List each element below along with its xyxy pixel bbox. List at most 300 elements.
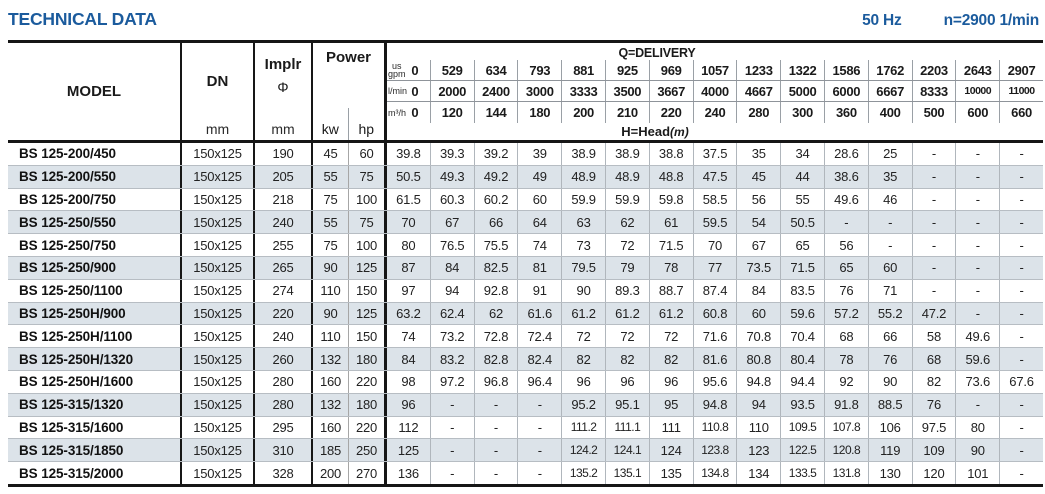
head-value-cell: 68 bbox=[913, 348, 957, 370]
head-value-cell: 82 bbox=[606, 348, 650, 370]
delivery-header-cell bbox=[1000, 60, 1043, 80]
hp-cell-value: 100 bbox=[349, 234, 387, 256]
head-value-cell: 50.5 bbox=[387, 166, 431, 188]
head-value-cell: 90 bbox=[869, 371, 913, 393]
impeller-cell: 205 bbox=[255, 166, 313, 188]
head-value-cell: 110 bbox=[737, 417, 781, 439]
head-value-cell: 120.8 bbox=[825, 439, 869, 461]
page-title: TECHNICAL DATA bbox=[8, 9, 157, 29]
head-value-cell: 72 bbox=[650, 325, 694, 347]
hp-cell-value: 60 bbox=[349, 143, 387, 165]
head-value-cell: 67 bbox=[431, 211, 475, 233]
head-value-cell: 60 bbox=[737, 303, 781, 325]
delivery-header-cell bbox=[475, 102, 519, 123]
head-value-cell: 74 bbox=[387, 325, 431, 347]
head-value-cell: 119 bbox=[869, 439, 913, 461]
delivery-value: 1057 bbox=[701, 62, 729, 78]
head-value-cell: 67 bbox=[737, 234, 781, 256]
head-value-cell: 70 bbox=[694, 234, 738, 256]
delivery-value: 10000 bbox=[964, 85, 992, 97]
head-value-cell: 60.3 bbox=[431, 189, 475, 211]
head-value-cell: 110.8 bbox=[694, 417, 738, 439]
delivery-header-cell bbox=[1000, 102, 1043, 123]
dn-cell: 150x125 bbox=[182, 280, 255, 302]
impeller-cell: 295 bbox=[255, 417, 313, 439]
impeller-cell: 280 bbox=[255, 394, 313, 416]
head-value-cell: 91 bbox=[518, 280, 562, 302]
impeller-cell: 265 bbox=[255, 257, 313, 279]
head-value-cell: 70.8 bbox=[737, 325, 781, 347]
model-header-label: MODEL bbox=[66, 83, 122, 100]
kw-unit-label: kw bbox=[321, 121, 339, 137]
head-value-cell: 66 bbox=[475, 211, 519, 233]
head-value-cell: 96 bbox=[606, 371, 650, 393]
delivery-header-cell bbox=[869, 60, 913, 80]
delivery-header-cell bbox=[518, 81, 562, 101]
delivery-header-cell bbox=[737, 60, 781, 80]
delivery-header-cell bbox=[431, 102, 475, 123]
impeller-cell: 220 bbox=[255, 303, 313, 325]
hp-cell-value: 220 bbox=[349, 417, 387, 439]
head-value-cell: 61.5 bbox=[387, 189, 431, 211]
head-value-cell: 81 bbox=[518, 257, 562, 279]
head-value-cell: 39.8 bbox=[387, 143, 431, 165]
head-value-cell: 73 bbox=[562, 234, 606, 256]
head-value-cell: 136 bbox=[387, 462, 431, 484]
head-value-cell: 131.8 bbox=[825, 462, 869, 484]
model-cell: BS 125-200/750 bbox=[8, 189, 182, 211]
head-value-cell: - bbox=[956, 234, 1000, 256]
delivery-unit-row bbox=[387, 81, 1043, 102]
head-value-cell: 97.2 bbox=[431, 371, 475, 393]
impeller-cell: 240 bbox=[255, 211, 313, 233]
frequency-label: 50 Hz bbox=[862, 12, 902, 29]
model-cell: BS 125-250H/1320 bbox=[8, 348, 182, 370]
kw-cell-value: 45 bbox=[313, 143, 349, 165]
head-value-cell: 95.2 bbox=[562, 394, 606, 416]
kw-cell-value: 185 bbox=[313, 439, 349, 461]
dn-unit-label: mm bbox=[205, 121, 230, 137]
head-value-cell: 48.9 bbox=[606, 166, 650, 188]
model-cell: BS 125-315/2000 bbox=[8, 462, 182, 484]
head-value-cell: - bbox=[1019, 442, 1024, 458]
head-value-cell: 79.5 bbox=[562, 257, 606, 279]
head-value-cell: - bbox=[869, 211, 913, 233]
head-unit-label: (m) bbox=[670, 125, 689, 139]
delivery-header-cell bbox=[913, 102, 957, 123]
head-value-cell: - bbox=[1019, 283, 1024, 299]
head-value-cell: 84 bbox=[737, 280, 781, 302]
power-header-label: Power bbox=[325, 49, 371, 66]
impeller-cell: 274 bbox=[255, 280, 313, 302]
table-row bbox=[8, 417, 1043, 440]
head-value-cell: 38.9 bbox=[606, 143, 650, 165]
delivery-header-cell bbox=[1000, 81, 1043, 101]
head-value-cell: 109 bbox=[913, 439, 957, 461]
dn-cell: 150x125 bbox=[182, 211, 255, 233]
head-value-cell: 82 bbox=[913, 371, 957, 393]
hp-cell-value: 125 bbox=[349, 257, 387, 279]
delivery-value: 500 bbox=[923, 105, 945, 120]
delivery-value: 3667 bbox=[657, 83, 686, 99]
head-value-cell: 60.2 bbox=[475, 189, 519, 211]
delivery-value: 6000 bbox=[832, 83, 861, 99]
table-header bbox=[8, 43, 1043, 143]
delivery-header-cell bbox=[825, 60, 869, 80]
kw-cell-value: 75 bbox=[313, 234, 349, 256]
head-title-row bbox=[387, 123, 1043, 140]
head-value-cell: 55 bbox=[781, 189, 825, 211]
head-value-cell: 62 bbox=[606, 211, 650, 233]
delivery-header-cell bbox=[518, 102, 562, 123]
table-row bbox=[8, 462, 1043, 484]
model-cell: BS 125-315/1600 bbox=[8, 417, 182, 439]
head-value-cell: 87 bbox=[387, 257, 431, 279]
head-value-cell: - bbox=[913, 143, 957, 165]
top-bar bbox=[8, 9, 1039, 30]
head-value-cell: 76.5 bbox=[431, 234, 475, 256]
head-value-cell: 48.9 bbox=[562, 166, 606, 188]
impeller-header-label: Implr bbox=[264, 56, 302, 73]
table-row bbox=[8, 189, 1043, 212]
impeller-cell: 328 bbox=[255, 462, 313, 484]
head-value-cell: 70 bbox=[387, 211, 431, 233]
delivery-header-cell bbox=[475, 60, 519, 80]
head-value-cell: 94.8 bbox=[694, 394, 738, 416]
head-value-cell: 76 bbox=[825, 280, 869, 302]
head-value-cell: - bbox=[956, 394, 1000, 416]
head-value-cell: - bbox=[1019, 465, 1024, 481]
head-value-cell: 59.6 bbox=[956, 348, 1000, 370]
hp-cell-value: 100 bbox=[349, 189, 387, 211]
head-value-cell: 82.5 bbox=[475, 257, 519, 279]
head-value-cell: 54 bbox=[737, 211, 781, 233]
head-value-cell: - bbox=[1019, 169, 1024, 185]
kw-cell-value: 132 bbox=[313, 348, 349, 370]
head-value-cell: 47.2 bbox=[913, 303, 957, 325]
delivery-value: 210 bbox=[616, 105, 638, 120]
hp-cell-value: 180 bbox=[349, 394, 387, 416]
delivery-header-cell bbox=[956, 102, 1000, 123]
power-units-row bbox=[313, 108, 384, 140]
head-value-cell: 93.5 bbox=[781, 394, 825, 416]
delivery-value: 300 bbox=[792, 105, 813, 120]
delivery-value: 634 bbox=[485, 62, 507, 78]
kw-cell-value: 110 bbox=[313, 280, 349, 302]
head-value-cell: - bbox=[913, 166, 957, 188]
head-value-cell: 111.1 bbox=[606, 417, 650, 439]
head-value-cell: - bbox=[1019, 146, 1024, 162]
delivery-value: 280 bbox=[748, 105, 770, 120]
head-value-cell: 45 bbox=[737, 166, 781, 188]
head-value-cell: 61 bbox=[650, 211, 694, 233]
dn-cell: 150x125 bbox=[182, 439, 255, 461]
kw-cell-value: 200 bbox=[313, 462, 349, 484]
delivery-value: 2907 bbox=[1007, 62, 1036, 78]
table-row bbox=[8, 166, 1043, 189]
head-value-cell: 56 bbox=[737, 189, 781, 211]
hp-cell-value: 75 bbox=[349, 166, 387, 188]
delivery-value: 240 bbox=[704, 105, 726, 120]
head-value-cell: 80.4 bbox=[781, 348, 825, 370]
head-value-cell: 94 bbox=[431, 280, 475, 302]
hp-cell-value: 220 bbox=[349, 371, 387, 393]
table-row bbox=[8, 303, 1043, 326]
delivery-header-cell bbox=[869, 102, 913, 123]
dn-cell: 150x125 bbox=[182, 189, 255, 211]
delivery-value: 925 bbox=[616, 62, 638, 78]
delivery-unit-label: us gpm bbox=[388, 61, 406, 79]
delivery-value: 1322 bbox=[788, 62, 817, 78]
model-cell: BS 125-315/1320 bbox=[8, 394, 182, 416]
head-value-cell: - bbox=[475, 462, 519, 484]
head-value-cell: 94.4 bbox=[781, 371, 825, 393]
head-value-cell: - bbox=[518, 394, 562, 416]
head-value-cell: 49.2 bbox=[475, 166, 519, 188]
head-value-cell: 71.5 bbox=[781, 257, 825, 279]
head-value-cell: 55.2 bbox=[869, 303, 913, 325]
delivery-header-cell bbox=[825, 102, 869, 123]
delivery-header-cell bbox=[956, 81, 1000, 101]
delivery-value: 220 bbox=[660, 105, 682, 120]
head-value-cell: 76 bbox=[913, 394, 957, 416]
head-value-cell: 71.5 bbox=[650, 234, 694, 256]
head-value-cell: 81.6 bbox=[694, 348, 738, 370]
dn-cell: 150x125 bbox=[182, 325, 255, 347]
head-value-cell: 59.6 bbox=[781, 303, 825, 325]
head-value-cell: 39.3 bbox=[431, 143, 475, 165]
delivery-value: 8333 bbox=[920, 83, 948, 99]
head-value-cell: - bbox=[956, 189, 1000, 211]
head-value-cell: 47.5 bbox=[694, 166, 738, 188]
delivery-value: 2400 bbox=[482, 83, 510, 99]
head-value-cell: 66 bbox=[869, 325, 913, 347]
delivery-value: 120 bbox=[441, 105, 463, 120]
head-value-cell: 61.2 bbox=[562, 303, 606, 325]
head-value-cell: 101 bbox=[956, 462, 1000, 484]
head-value-cell: 63.2 bbox=[387, 303, 431, 325]
head-value-cell: 112 bbox=[387, 417, 431, 439]
head-value-cell: 82.4 bbox=[518, 348, 562, 370]
model-cell: BS 125-250/550 bbox=[8, 211, 182, 233]
head-value-cell: - bbox=[1019, 397, 1024, 413]
head-value-cell: 62.4 bbox=[431, 303, 475, 325]
head-value-cell: 59.9 bbox=[606, 189, 650, 211]
head-value-cell: 49 bbox=[518, 166, 562, 188]
delivery-value: 4667 bbox=[744, 83, 773, 99]
delivery-header-cell bbox=[913, 60, 957, 80]
impeller-cell: 310 bbox=[255, 439, 313, 461]
delivery-header-cell bbox=[694, 102, 738, 123]
kw-cell-value: 90 bbox=[313, 257, 349, 279]
head-value-cell: 96.8 bbox=[475, 371, 519, 393]
head-value-cell: 65 bbox=[825, 257, 869, 279]
head-value-cell: 61.2 bbox=[606, 303, 650, 325]
delivery-header-cell bbox=[650, 81, 694, 101]
hp-cell-value: 180 bbox=[349, 348, 387, 370]
head-value-cell: 84 bbox=[431, 257, 475, 279]
head-value-cell: 74 bbox=[518, 234, 562, 256]
head-value-cell: 91.8 bbox=[825, 394, 869, 416]
head-value-cell: 92.8 bbox=[475, 280, 519, 302]
head-value-cell: 84 bbox=[387, 348, 431, 370]
speed-label: n=2900 1/min bbox=[943, 12, 1039, 29]
model-cell: BS 125-250/900 bbox=[8, 257, 182, 279]
head-value-cell: - bbox=[1019, 351, 1024, 367]
head-value-cell: 106 bbox=[869, 417, 913, 439]
head-value-cell: 49.6 bbox=[825, 189, 869, 211]
head-value-cell: 122.5 bbox=[781, 439, 825, 461]
head-value-cell: - bbox=[518, 417, 562, 439]
table-row bbox=[8, 280, 1043, 303]
head-value-cell: 90 bbox=[562, 280, 606, 302]
kw-cell-value: 160 bbox=[313, 417, 349, 439]
head-value-cell: 96 bbox=[650, 371, 694, 393]
head-value-cell: 46 bbox=[869, 189, 913, 211]
hp-cell-value: 150 bbox=[349, 280, 387, 302]
head-value-cell: 71 bbox=[869, 280, 913, 302]
delivery-header-cell bbox=[650, 102, 694, 123]
impeller-column-header bbox=[255, 43, 313, 140]
head-value-cell: 61.2 bbox=[650, 303, 694, 325]
head-value-cell: 59.8 bbox=[650, 189, 694, 211]
model-cell: BS 125-250H/1600 bbox=[8, 371, 182, 393]
head-value-cell: 63 bbox=[562, 211, 606, 233]
delivery-value: 180 bbox=[529, 105, 551, 120]
model-cell: BS 125-315/1850 bbox=[8, 439, 182, 461]
delivery-value: 1586 bbox=[832, 62, 861, 78]
impeller-cell: 190 bbox=[255, 143, 313, 165]
delivery-value: 144 bbox=[485, 105, 507, 120]
delivery-header-cell bbox=[781, 102, 825, 123]
head-value-cell: 64 bbox=[518, 211, 562, 233]
head-value-cell: 120 bbox=[913, 462, 957, 484]
head-value-cell: 96 bbox=[387, 394, 431, 416]
head-value-cell: - bbox=[913, 257, 957, 279]
impeller-cell: 240 bbox=[255, 325, 313, 347]
head-value-cell: 80 bbox=[956, 417, 1000, 439]
kw-cell-value: 132 bbox=[313, 394, 349, 416]
head-value-cell: 134 bbox=[737, 462, 781, 484]
head-value-cell: 76 bbox=[869, 348, 913, 370]
head-value-cell: 57.2 bbox=[825, 303, 869, 325]
head-value-cell: 124.1 bbox=[606, 439, 650, 461]
head-value-cell: 98 bbox=[387, 371, 431, 393]
delivery-value: 4000 bbox=[701, 83, 729, 99]
kw-cell-value: 160 bbox=[313, 371, 349, 393]
impeller-cell: 280 bbox=[255, 371, 313, 393]
head-value-cell: 83.2 bbox=[431, 348, 475, 370]
delivery-unit-rows bbox=[387, 60, 1043, 123]
delivery-value: 11000 bbox=[1008, 85, 1035, 97]
head-value-cell: 111 bbox=[650, 417, 694, 439]
head-value-cell: 133.5 bbox=[781, 462, 825, 484]
delivery-header-cell bbox=[694, 81, 738, 101]
head-value-cell: - bbox=[475, 394, 519, 416]
delivery-header-cell bbox=[606, 60, 650, 80]
head-value-cell: 60 bbox=[869, 257, 913, 279]
delivery-unit-label: m³/h bbox=[388, 107, 406, 118]
head-value-cell: 72 bbox=[606, 325, 650, 347]
delivery-value: 2643 bbox=[963, 62, 992, 78]
dn-cell: 150x125 bbox=[182, 394, 255, 416]
head-value-cell: 38.8 bbox=[650, 143, 694, 165]
head-value-cell: 38.6 bbox=[825, 166, 869, 188]
delivery-header-cell bbox=[737, 102, 781, 123]
head-value-cell: 48.8 bbox=[650, 166, 694, 188]
head-value-cell: - bbox=[431, 417, 475, 439]
head-value-cell: 73.5 bbox=[737, 257, 781, 279]
hp-cell-value: 150 bbox=[349, 325, 387, 347]
head-value-cell: 28.6 bbox=[825, 143, 869, 165]
delivery-header-cell bbox=[913, 81, 957, 101]
head-value-cell: - bbox=[956, 143, 1000, 165]
delivery-header-cell bbox=[781, 60, 825, 80]
head-value-cell: 135 bbox=[650, 462, 694, 484]
model-cell: BS 125-200/450 bbox=[8, 143, 182, 165]
power-column-header bbox=[313, 43, 387, 140]
delivery-title-label: Q=DELIVERY bbox=[618, 46, 696, 60]
head-value-cell: 67.6 bbox=[1009, 374, 1034, 390]
head-value-cell: 68 bbox=[825, 325, 869, 347]
head-value-cell: - bbox=[475, 439, 519, 461]
delivery-header-cell bbox=[956, 60, 1000, 80]
head-value-cell: - bbox=[956, 257, 1000, 279]
head-value-cell: 60.8 bbox=[694, 303, 738, 325]
delivery-value: 0 bbox=[411, 62, 419, 78]
table-row bbox=[8, 143, 1043, 166]
kw-cell-value: 75 bbox=[313, 189, 349, 211]
head-value-cell: - bbox=[431, 394, 475, 416]
impeller-cell: 260 bbox=[255, 348, 313, 370]
delivery-value: 1233 bbox=[744, 62, 773, 78]
head-value-cell: 94.8 bbox=[737, 371, 781, 393]
head-value-cell: 60 bbox=[518, 189, 562, 211]
head-value-cell: - bbox=[1019, 237, 1024, 253]
dn-cell: 150x125 bbox=[182, 257, 255, 279]
delivery-value: 600 bbox=[967, 105, 989, 120]
head-value-cell: 80 bbox=[387, 234, 431, 256]
technical-data-table bbox=[8, 40, 1043, 487]
delivery-unit-label: l/min bbox=[388, 86, 408, 96]
head-value-cell: 75.5 bbox=[475, 234, 519, 256]
delivery-header-cell bbox=[387, 60, 431, 80]
delivery-header-cell bbox=[431, 81, 475, 101]
head-value-cell: 35 bbox=[869, 166, 913, 188]
head-value-cell: - bbox=[913, 189, 957, 211]
kw-cell-value: 55 bbox=[313, 211, 349, 233]
model-cell: BS 125-250H/1100 bbox=[8, 325, 182, 347]
impeller-diameter-symbol: Φ bbox=[277, 79, 289, 95]
table-row bbox=[8, 439, 1043, 462]
delivery-value: 881 bbox=[573, 62, 594, 78]
delivery-header-cell bbox=[869, 81, 913, 101]
head-value-cell: 78 bbox=[650, 257, 694, 279]
head-value-cell: 39 bbox=[518, 143, 562, 165]
head-value-cell: - bbox=[869, 234, 913, 256]
head-value-cell: 34 bbox=[781, 143, 825, 165]
head-value-cell: 73.2 bbox=[431, 325, 475, 347]
head-value-cell: 97 bbox=[387, 280, 431, 302]
delivery-header-cell bbox=[475, 81, 519, 101]
head-value-cell: 96.4 bbox=[518, 371, 562, 393]
head-value-cell: 109.5 bbox=[781, 417, 825, 439]
head-value-cell: - bbox=[518, 439, 562, 461]
delivery-value: 3000 bbox=[525, 83, 554, 99]
head-value-cell: - bbox=[1019, 419, 1024, 435]
delivery-value: 3333 bbox=[569, 83, 598, 99]
dn-cell: 150x125 bbox=[182, 166, 255, 188]
